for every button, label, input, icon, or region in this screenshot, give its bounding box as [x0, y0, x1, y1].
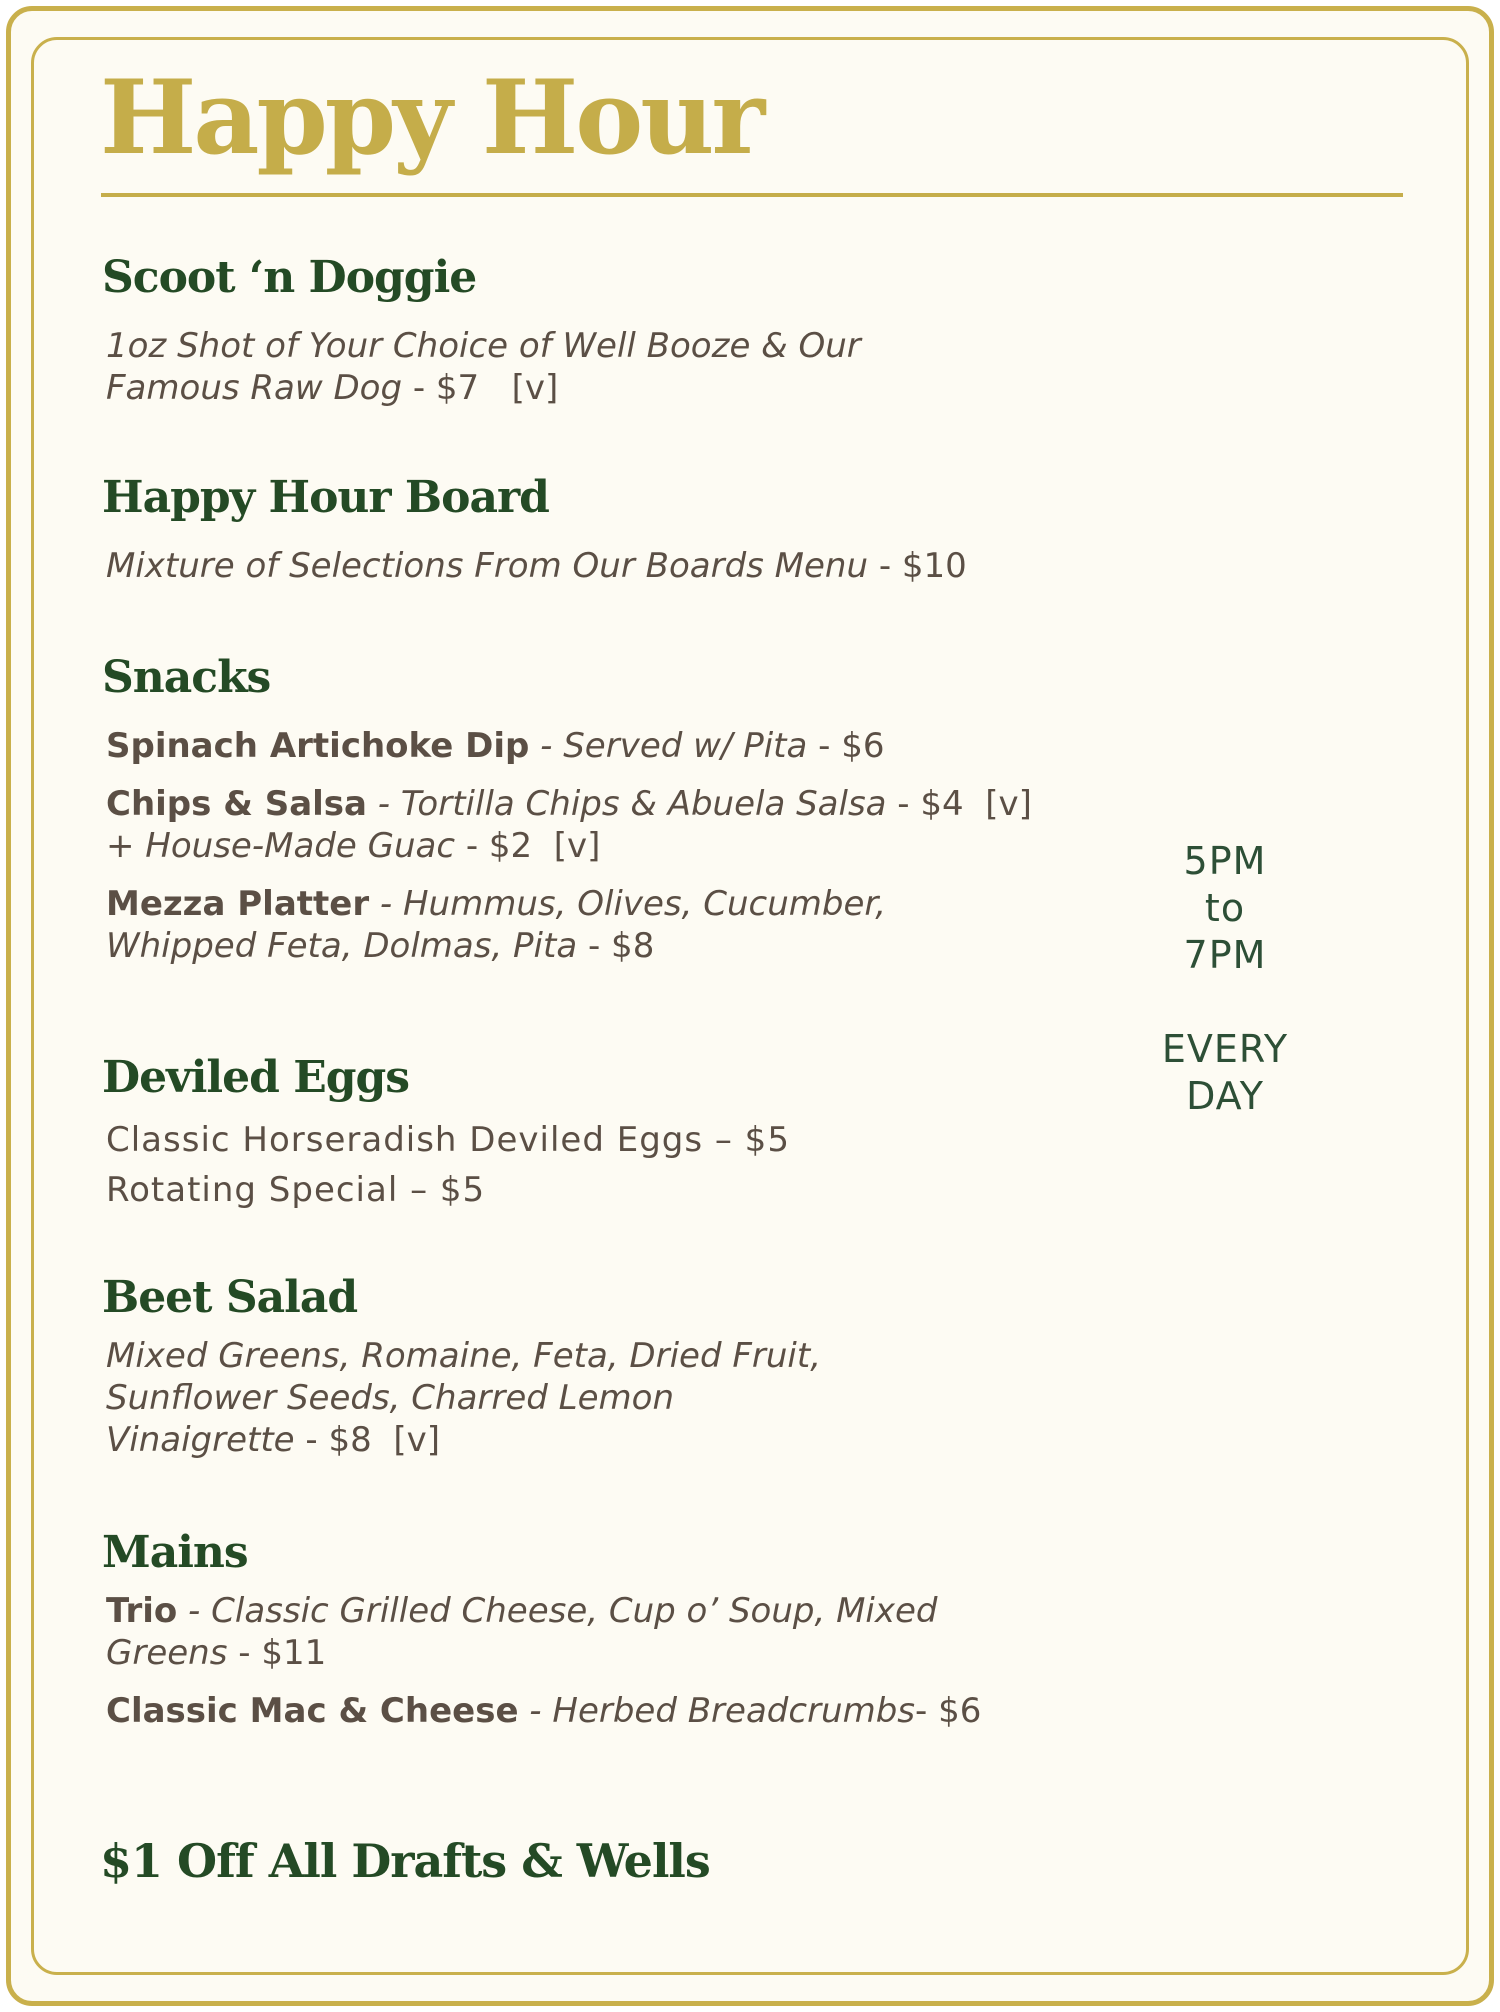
page-title: Happy Hour	[100, 58, 763, 178]
item-description: - Classic Grilled Cheese, Cup o’ Soup, Mixed	[177, 1590, 938, 1631]
hours-every: EVERY	[1161, 1027, 1289, 1071]
section-mains	[102, 1527, 1102, 1732]
item-description: Greens	[106, 1632, 228, 1673]
section-title: Mains	[102, 1527, 248, 1578]
section-happy-hour-board	[102, 472, 1102, 652]
item-price: - $4	[886, 783, 964, 824]
section-title: Deviled Eggs	[102, 1052, 410, 1103]
item-description: - Hummus, Olives, Cucumber,	[369, 883, 887, 924]
description-line: Sunflower Seeds, Charred Lemon	[106, 1377, 675, 1418]
menu-content	[102, 252, 1102, 1748]
description-line: Mixed Greens, Romaine, Feta, Dried Fruit,	[106, 1335, 821, 1376]
item-description: Whipped Feta, Dolmas, Pita	[106, 925, 578, 966]
vegetarian-tag: [v]	[985, 783, 1032, 824]
hours-spacer	[1100, 979, 1350, 1026]
item-price: - $8	[577, 925, 655, 966]
menu-item	[106, 725, 1102, 767]
section-beet-salad	[102, 1272, 1102, 1527]
menu-item	[106, 1590, 1102, 1674]
hours-start: 5PM	[1183, 839, 1267, 883]
item-name: Chips & Salsa	[106, 783, 367, 824]
description-line: Vinaigrette	[106, 1419, 306, 1460]
item-price: - $6	[915, 1690, 982, 1731]
vegetarian-tag: [v]	[511, 367, 559, 408]
vegetarian-tag: [v]	[393, 1419, 441, 1460]
item-description	[106, 1335, 1102, 1461]
item-price: - $2	[455, 825, 533, 866]
item-addon: + House-Made Guac	[106, 825, 456, 866]
title-divider	[101, 193, 1403, 197]
item-price: - $10	[868, 545, 967, 586]
description-line: Mixture of Selections From Our Boards Menu	[106, 545, 869, 586]
section-title: Snacks	[102, 652, 271, 703]
menu-item: Rotating Special – $5	[106, 1169, 486, 1210]
item-name: Classic Mac & Cheese	[106, 1690, 519, 1731]
item-price: - $7	[402, 367, 480, 408]
menu-item: Classic Horseradish Deviled Eggs – $5	[106, 1119, 790, 1160]
drink-special: $1 Off All Drafts & Wells	[100, 1834, 710, 1888]
description-line: Famous Raw Dog	[106, 367, 403, 408]
item-name: Spinach Artichoke Dip	[106, 725, 530, 766]
item-description	[106, 545, 1102, 587]
description-line: 1oz Shot of Your Choice of Well Booze & Our	[106, 325, 861, 366]
section-title: Scoot ‘n Doggie	[102, 252, 477, 303]
menu-item	[106, 883, 1102, 967]
hours-info	[1100, 838, 1350, 1120]
section-title: Happy Hour Board	[102, 472, 549, 523]
menu-item	[106, 783, 1102, 867]
hours-end: 7PM	[1183, 933, 1267, 977]
menu-item	[106, 1690, 1102, 1732]
item-description: - Served w/ Pita	[529, 725, 819, 766]
item-price: - $6	[818, 725, 885, 766]
vegetarian-tag: [v]	[553, 825, 601, 866]
hours-to: to	[1204, 886, 1246, 930]
hours-day: DAY	[1186, 1074, 1264, 1118]
section-title: Beet Salad	[102, 1272, 358, 1323]
item-name: Trio	[106, 1590, 178, 1631]
item-price: - $8	[305, 1419, 372, 1460]
item-name: Mezza Platter	[106, 883, 370, 924]
item-description: - Herbed Breadcrumbs	[518, 1690, 916, 1731]
item-description: - Tortilla Chips & Abuela Salsa	[366, 783, 887, 824]
section-scoot-n-doggie	[102, 252, 1102, 472]
item-description	[106, 325, 1102, 409]
section-deviled-eggs	[102, 1052, 1102, 1272]
item-price: - $11	[227, 1632, 327, 1673]
section-snacks	[102, 652, 1102, 1052]
